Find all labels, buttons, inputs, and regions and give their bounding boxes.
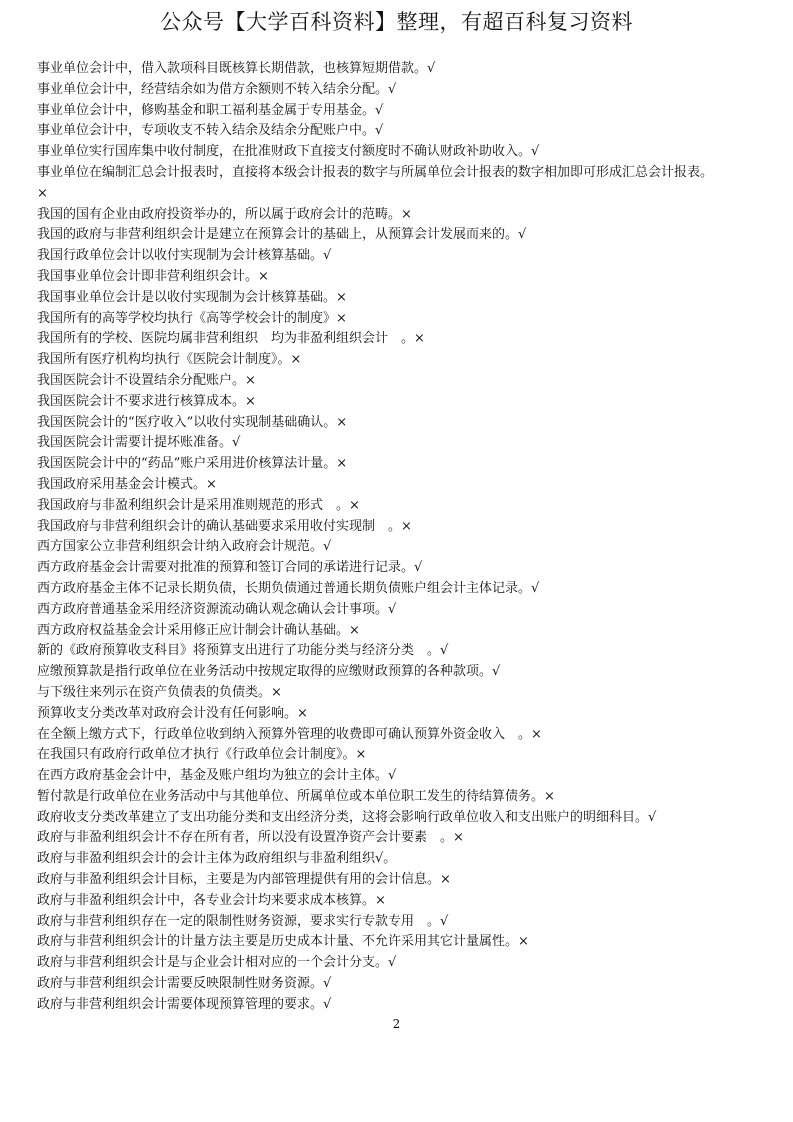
text-line: 我国的国有企业由政府投资举办的，所以属于政府会计的范畴。×: [37, 206, 412, 222]
text-line: ×: [37, 185, 48, 201]
text-line: 政府与非营利组织会计的计量方法主要是历史成本计量、不允许采用其它计量属性。×: [37, 934, 529, 950]
text-line: 我国所有的学校、医院均属非营利组织 均为非盈利组织会计 。×: [37, 331, 425, 347]
text-line: 政府收支分类改革建立了支出功能分类和支出经济分类，这将会影响行政单位收入和支出账户的明细科目。√: [37, 809, 657, 825]
text-line: 政府与非营利组织存在一定的限制性财务资源，要求实行专款专用 。√: [37, 913, 449, 929]
text-line: 西方政府普通基金采用经济资源流动确认观念确认会计事项。√: [37, 601, 397, 617]
text-line: 政府与非营利组织会计是与企业会计相对应的一个会计分支。√: [37, 955, 397, 971]
text-line: 新的《政府预算收支科目》将预算支出进行了功能分类与经济分类 。√: [37, 643, 449, 659]
text-line: 事业单位实行国库集中收付制度，在批准财政下直接支付额度时不确认财政补助收入。√: [37, 144, 540, 160]
text-line: 事业单位会计中，经营结余如为借方余额则不转入结余分配。√: [37, 81, 397, 97]
text-line: 西方国家公立非营利组织会计纳入政府会计规范。√: [37, 539, 332, 555]
text-line: 我国医院会计的“医疗收入”以收付实现制基础确认。×: [37, 414, 348, 430]
text-line: 我国所有的高等学校均执行《高等学校会计的制度》×: [37, 310, 347, 326]
text-line: 我国的政府与非营利组织会计是建立在预算会计的基础上，从预算会计发展而来的。√: [37, 227, 527, 243]
text-line: 我国所有医疗机构均执行《医院会计制度》。×: [37, 352, 302, 368]
text-line: 预算收支分类改革对政府会计没有任何影响。×: [37, 705, 308, 721]
text-line: 我国政府采用基金会计模式。×: [37, 476, 217, 492]
text-line: 我国医院会计不要求进行核算成本。×: [37, 393, 256, 409]
text-line: 我国事业单位会计即非营利组织会计。×: [37, 268, 269, 284]
text-line: 应缴预算款是指行政单位在业务活动中按规定取得的应缴财政预算的各种款项。√: [37, 664, 501, 680]
text-line: 西方政府基金会计需要对批准的预算和签订合同的承诺进行记录。√: [37, 560, 423, 576]
text-line: 在我国只有政府行政单位才执行《行政单位会计制度》。×: [37, 747, 367, 763]
text-line: 政府与非盈利组织会计目标，主要是为内部管理提供有用的会计信息。×: [37, 872, 451, 888]
text-line: 事业单位在编制汇总会计报表时，直接将本级会计报表的数字与所属单位会计报表的数字相加即可形成汇总会计报表。: [37, 164, 714, 180]
text-line: 与下级往来列示在资产负债表的负债类。×: [37, 684, 282, 700]
text-line: 我国医院会计需要计提坏账准备。√: [37, 435, 241, 451]
text-line: 我国政府与非盈利组织会计是采用准则规范的形式 。×: [37, 497, 360, 513]
text-line: 事业单位会计中，修购基金和职工福利基金属于专用基金。√: [37, 102, 384, 118]
text-line: 政府与非营利组织会计需要体现预算管理的要求。√: [37, 996, 332, 1012]
document-body: [37, 59, 767, 1016]
text-line: 政府与非盈利组织会计中，各专业会计均来要求成本核算。×: [37, 892, 386, 908]
text-line: 政府与非盈利组织会计的会计主体为政府组织与非盈利组织√。: [37, 851, 397, 867]
text-line: 我国行政单位会计以收付实现制为会计核算基础。√: [37, 248, 332, 264]
text-line: 政府与非盈利组织会计不存在所有者，所以没有设置净资产会计要素 。×: [37, 830, 464, 846]
text-line: 事业单位会计中，专项收支不转入结余及结余分配账户中。√: [37, 123, 384, 139]
text-line: 我国医院会计不设置结余分配账户。×: [37, 372, 256, 388]
text-line: 西方政府权益基金会计采用修正应计制会计确认基础。×: [37, 622, 360, 638]
text-line: 西方政府基金主体不记录长期负债，长期负债通过普通长期负债账户组会计主体记录。√: [37, 580, 540, 596]
text-line: 暂付款是行政单位在业务活动中与其他单位、所属单位或本单位职工发生的待结算债务。×: [37, 788, 555, 804]
text-line: 我国事业单位会计是以收付实现制为会计核算基础。×: [37, 289, 347, 305]
page-header-title: 公众号【大学百科资料】整理，有超百科复习资料: [160, 10, 633, 34]
page-number: 2: [392, 1017, 401, 1031]
text-line: 我国政府与非营利组织会计的确认基础要求采用收付实现制 。×: [37, 518, 412, 534]
text-line: 在全额上缴方式下，行政单位收到纳入预算外管理的收费即可确认预算外资金收入 。×: [37, 726, 542, 742]
text-line: 我国医院会计中的“药品”账户采用进价核算法计量。×: [37, 456, 348, 472]
text-line: 在西方政府基金会计中，基金及账户组均为独立的会计主体。√: [37, 768, 397, 784]
text-line: 政府与非营利组织会计需要反映限制性财务资源。√: [37, 976, 332, 992]
text-line: 事业单位会计中，借入款项科目既核算长期借款，也核算短期借款。√: [37, 61, 436, 76]
